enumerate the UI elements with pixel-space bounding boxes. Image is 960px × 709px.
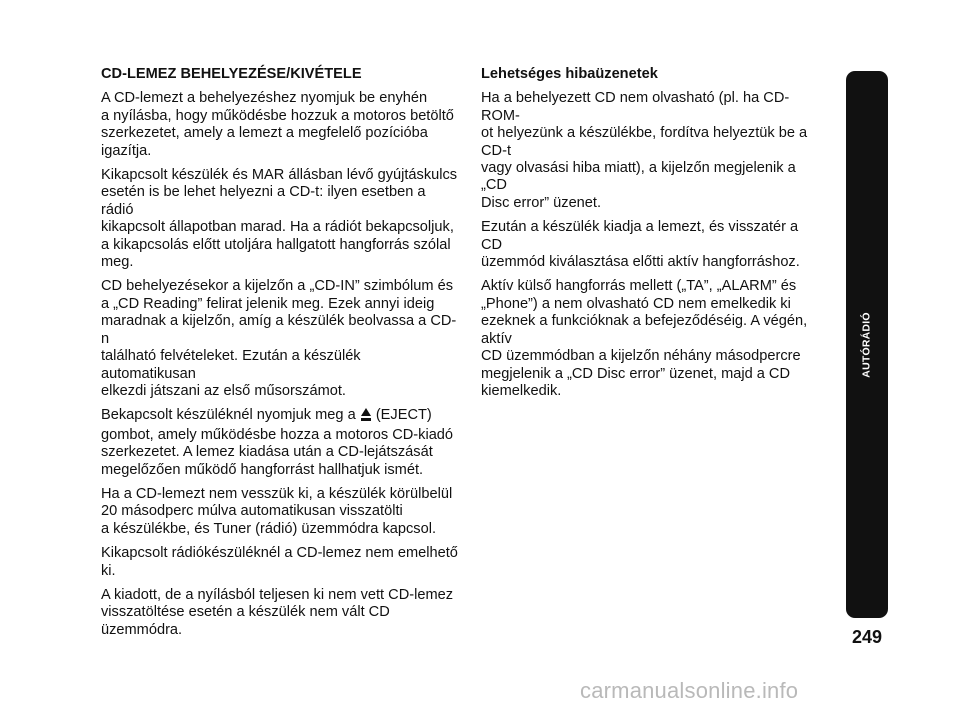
watermark: carmanualsonline.info [580, 678, 799, 703]
paragraph-unreadable-cd: Ha a behelyezett CD nem olvasható (pl. ha CD-ROM- ot helyezünk a készülékbe, fordítva helyeztük be a CD-t vagy olvasási hiba miatt), a kijelzőn megjelenik a „CD Disc error” üzenet. [481, 90, 808, 211]
left-column [101, 66, 459, 646]
paragraph-return-source: Ezután a készülék kiadja a lemezt, és visszatér a CD üzemmód kiválasztása előtti aktív hangforráshoz. [481, 219, 800, 271]
paragraph-cd-reading: CD behelyezésekor a kijelzőn a „CD-IN” szimbólum és a „CD Reading” felirat jelenik meg. Ezek annyi ideig maradnak a kijelzőn, amíg a készülék beolvassa a CD-n található felvételeket. Ezután a készülék automatikusan elkezdi játszani az első műsorszámot. [101, 278, 457, 399]
paragraph-eject [101, 407, 459, 479]
paragraph-external-source: Aktív külső hangforrás mellett („TA”, „ALARM” és „Phone”) a nem olvasható CD nem emelkedik ki ezeknek a funkcióknak a befejeződéséig. A végén, aktív CD üzemmódban a kijelzőn néhány másodpercre megjelenik a „CD Disc error” üzenet, majd a CD kiemelkedik. [481, 278, 808, 399]
paragraph-ignition-off: Kikapcsolt készülék és MAR állásban lévő gyújtáskulcs esetén is be lehet helyezni a CD-t: ilyen esetben a rádió kikapcsolt állapotban marad. Ha a rádiót bekapcsoljuk, a kikapcsolás előtt utoljára hallgatott hangforrás szólal meg. [101, 167, 458, 271]
eject-text-after: (EJECT) gombot, amely működésbe hozza a motoros CD-kiadó szerkezetet. A lemez kiadása után a CD-lejátszását megelőzően működő hangforrást hallhatjuk ismét. [101, 407, 454, 478]
error-messages-heading: Lehetséges hibaüzenetek [481, 66, 658, 82]
page-number: 249 [851, 627, 883, 647]
chapter-tab-label-wrapper [846, 71, 888, 618]
section-heading: CD-LEMEZ BEHELYEZÉSE/KIVÉTELE [101, 66, 362, 82]
eject-text-before: Bekapcsolt készüléknél nyomjuk meg a [101, 407, 360, 424]
paragraph-radio-off: Kikapcsolt rádiókészüléknél a CD-lemez nem emelhető ki. [101, 545, 458, 579]
chapter-tab-label: AUTÓRÁDIÓ [861, 311, 874, 378]
paragraph-auto-reload: Ha a CD-lemezt nem vesszük ki, a készülék körülbelül 20 másodperc múlva automatikusan visszatölti a készülékbe, és Tuner (rádió) üzemmódra kapcsol. [101, 485, 453, 537]
paragraph-partial-eject: A kiadott, de a nyílásból teljesen ki nem vett CD-lemez visszatöltése esetén a készülék nem vált CD üzemmódra. [101, 586, 454, 638]
right-column [481, 66, 821, 407]
eject-icon [361, 408, 371, 426]
paragraph-insert-cd: A CD-lemezt a behelyezéshez nyomjuk be enyhén a nyílásba, hogy működésbe hozzuk a motoros betöltő szerkezetet, amely a lemezt a megfelelő pozícióba igazítja. [101, 90, 454, 159]
